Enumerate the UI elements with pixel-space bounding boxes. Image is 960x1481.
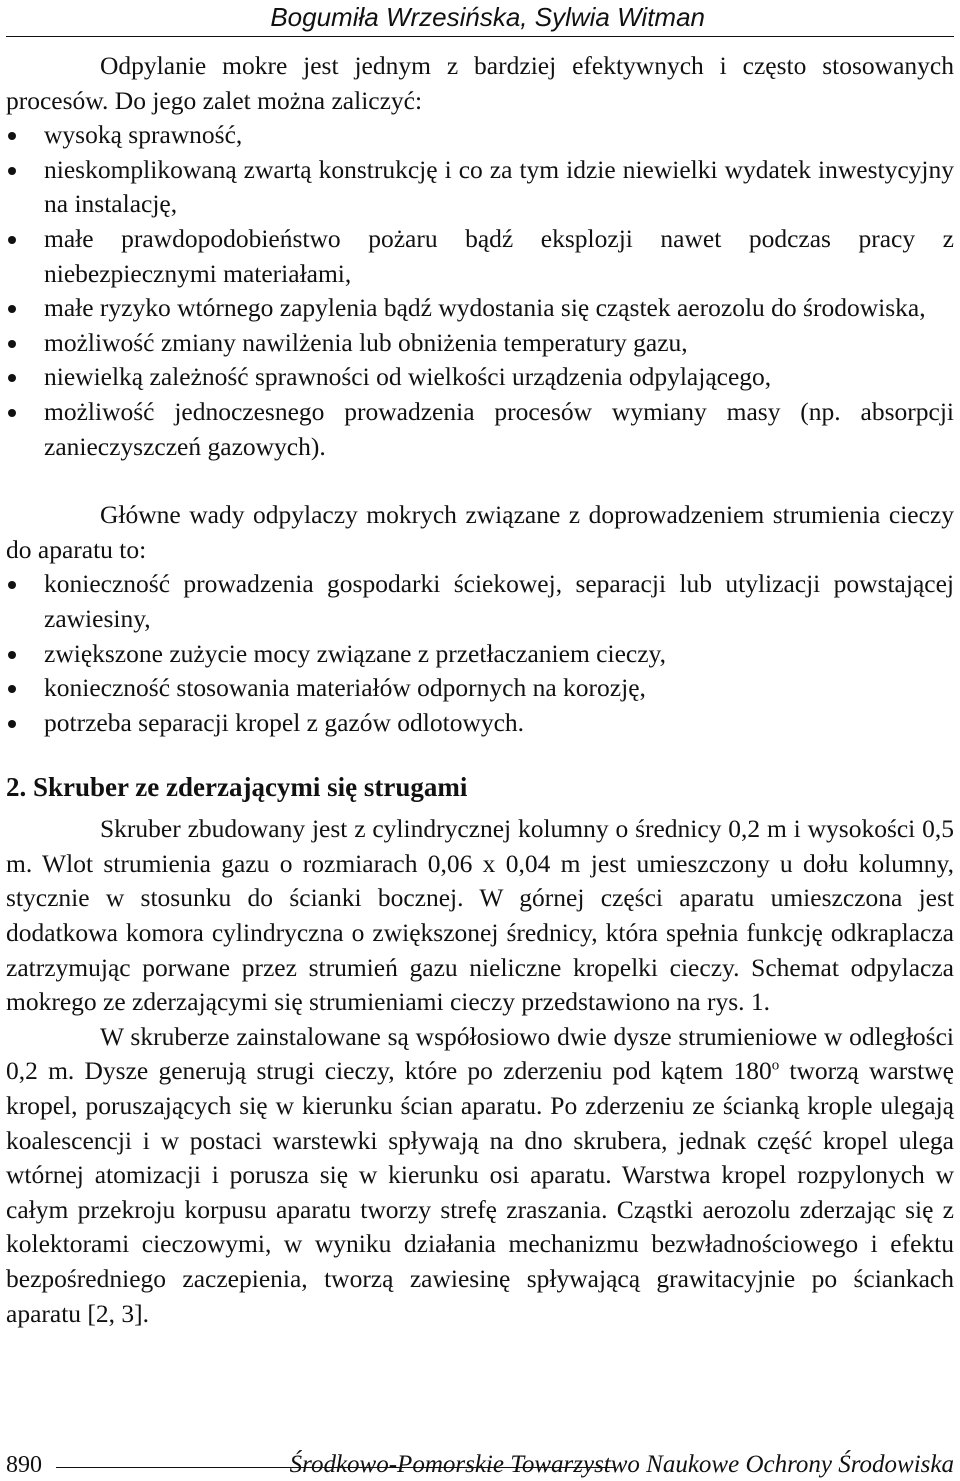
journal-name: Środkowo-Pomorskie Towarzystwo Naukowe Ochrony Środowiska [289,1451,954,1478]
bullet-icon [8,340,16,348]
paragraph-2-text-b: tworzą warstwę kropel, poruszających się w kierunku ścian aparatu. Po zderzeniu ze ścianką krople ulegają koalescencji i w postaci warstewki spływają na dno skrubera, jednak część kropel ulega wtórnej atomizacji i porusza się w kierunku osi aparatu. Warstwa kropel rozpylonych w całym przekroju korpusu aparatu tworzy strefę zraszania. Cząstki aerozolu zderzając się z kolektorami cieczowymi, w wyniku działania mechanizmu bezwładnościowego i efektu bezpośredniego zaczepienia, tworzą zawiesinę spływającą grawitacyjnie po ściankach aparatu [2, 3]. [6,1056,954,1328]
bullet-icon [8,581,16,589]
list-item [6,395,954,464]
list-item [6,567,954,636]
disadvantages-intro: Główne wady odpylaczy mokrych związane z doprowadzeniem strumienia cieczy do aparatu to: [6,500,954,564]
bullet-icon [8,305,16,313]
list-item-text: potrzeba separacji kropel z gazów odlotowych. [44,707,525,737]
intro-paragraph: Odpylanie mokre jest jednym z bardziej efektywnych i często stosowanych procesów. Do jego zalet można zaliczyć: [6,51,954,115]
section-paragraph-2 [6,1020,954,1331]
list-item [6,637,954,672]
list-item [6,118,954,153]
bullet-icon [8,409,16,417]
list-item [6,153,954,222]
list-item [6,326,954,361]
list-item [6,222,954,291]
list-item-text: wysoką sprawność, [44,120,243,150]
bullet-icon [8,374,16,382]
list-item-text: nieskomplikowaną zwartą konstrukcję i co za tym idzie niewielki wydatek inwestycyjny na instalację, [44,154,954,219]
section-heading: 2. Skruber ze zderzającymi się strugami [6,772,468,803]
list-item [6,360,954,395]
paragraph-2-text-a: W skruberze zainstalowane są współosiowo dwie dysze strumieniowe w odległości 0,2 m. Dysze generują strugi cieczy, które po zderzeniu pod kątem 180 [6,1021,954,1086]
page-number: 890 [6,1452,42,1478]
degree-superscript: o [771,1057,780,1074]
bullet-icon [8,651,16,659]
list-item [6,671,954,706]
list-item [6,291,954,326]
advantages-list [6,118,954,464]
body-text [6,49,954,1331]
list-item-text: konieczność stosowania materiałów odpornych na korozję, [44,673,646,703]
paragraph-gap [6,464,954,498]
list-item-text: małe prawdopodobieństwo pożaru bądź eksplozji nawet podczas pracy z niebezpiecznymi materiałami, [44,223,954,288]
disadvantages-list [6,567,954,740]
list-item-text: możliwość zmiany nawilżenia lub obniżenia temperatury gazu, [44,327,688,357]
section-paragraph-1: Skruber zbudowany jest z cylindrycznej kolumny o średnicy 0,2 m i wysokości 0,5 m. Wlot strumienia gazu o rozmiarach 0,06 x 0,04 m jest umieszczony u dołu kolumny, stycznie w stosunku do ścianki bocznej. W górnej części aparatu umieszczona jest dodatkowa komora cylindryczna o zwiększonej średnicy, która spełnia funkcję odkraplacza zatrzymując porwane przez strumień gazu nieliczne kropelki cieczy. Schemat odpylacza mokrego ze zderzającymi się strumieniami cieczy przedstawiono na rys. 1. [6,814,954,1017]
list-item-text: małe ryzyko wtórnego zapylenia bądź wydostania się cząstek aerozolu do środowiska, [44,293,926,323]
running-head-authors: Bogumiła Wrzesińska, Sylwia Witman [270,2,705,32]
list-item-text: zwiększone zużycie mocy związane z przetłaczaniem cieczy, [44,638,666,668]
page-footer [6,1450,954,1480]
list-item-text: niewielką zależność sprawności od wielkości urządzenia odpylającego, [44,362,772,392]
bullet-icon [8,236,16,244]
bullet-icon [8,167,16,175]
bullet-icon [8,685,16,693]
list-item [6,706,954,741]
list-item-text: możliwość jednoczesnego prowadzenia procesów wymiany masy (np. absorpcji zanieczyszczeń gazowych). [44,396,954,461]
bullet-icon [8,720,16,728]
list-item-text: konieczność prowadzenia gospodarki ściekowej, separacji lub utylizacji powstającej zawiesiny, [44,569,954,633]
bullet-icon [8,132,16,140]
header-rule [6,36,954,37]
